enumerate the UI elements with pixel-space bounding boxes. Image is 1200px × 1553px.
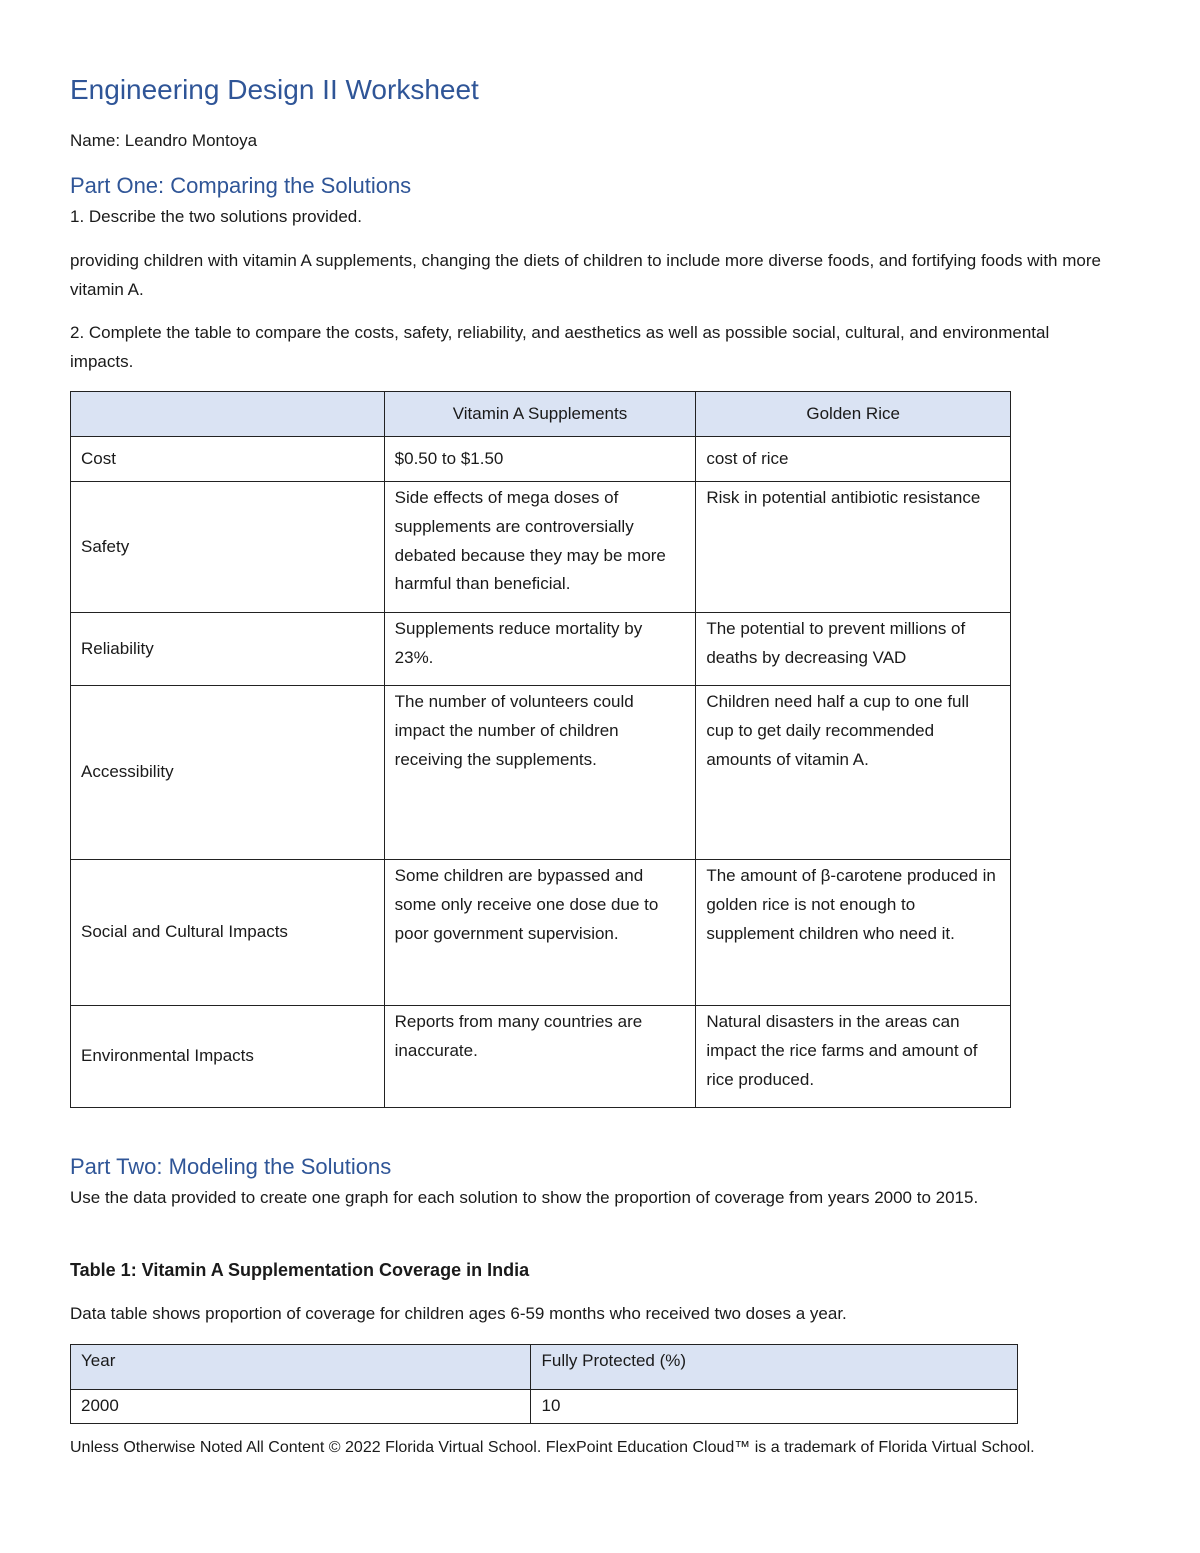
row-label: Social and Cultural Impacts [71, 860, 385, 1006]
table-row [71, 613, 1011, 686]
row-label: Safety [71, 482, 385, 613]
question-2: 2. Complete the table to compare the costs, safety, reliability, and aesthetics as well as possible social, cultural, and environmental impacts. [70, 323, 1050, 371]
row-label: Cost [71, 437, 385, 482]
table-1-title: Table 1: Vitamin A Supplementation Coverage in India [70, 1260, 530, 1280]
question-1: 1. Describe the two solutions provided. [70, 207, 362, 226]
header-cell-vitamin: Vitamin A Supplements [384, 392, 696, 437]
page-title: Engineering Design II Worksheet [70, 74, 479, 105]
row-label: Environmental Impacts [71, 1006, 385, 1108]
vitamin-cell: Side effects of mega doses of supplements are controversially debated because they may be more harmful than beneficial. [384, 482, 696, 613]
table-row [71, 1006, 1011, 1108]
table-header-row [71, 392, 1011, 437]
header-cell-blank [71, 392, 385, 437]
table-row [71, 1390, 1018, 1424]
protected-cell: 10 [531, 1390, 1018, 1424]
student-name: Name: Leandro Montoya [70, 131, 258, 150]
answer-1: providing children with vitamin A supplements, changing the diets of children to include more diverse foods, and fortifying foods with more vitamin A. [70, 251, 1101, 299]
row-label: Accessibility [71, 686, 385, 860]
table-row [71, 482, 1011, 613]
comparison-table [70, 391, 1011, 1108]
part-two-instructions: Use the data provided to create one graph for each solution to show the proportion of coverage from years 2000 to 2015. [70, 1188, 979, 1207]
vitamin-cell: The number of volunteers could impact the number of children receiving the supplements. [384, 686, 696, 860]
rice-cell: Natural disasters in the areas can impact the rice farms and amount of rice produced. [696, 1006, 1011, 1108]
rice-cell: Risk in potential antibiotic resistance [696, 482, 1011, 613]
vitamin-cell: Some children are bypassed and some only receive one dose due to poor government supervision. [384, 860, 696, 1006]
rice-cell: cost of rice [696, 437, 1011, 482]
vitamin-cell: Reports from many countries are inaccurate. [384, 1006, 696, 1108]
vitamin-cell: $0.50 to $1.50 [384, 437, 696, 482]
footer-copyright: Unless Otherwise Noted All Content © 2022 Florida Virtual School. FlexPoint Education Cloud™ is a trademark of Florida Virtual School. [70, 1439, 1035, 1456]
table-row [71, 437, 1011, 482]
coverage-table [70, 1344, 1018, 1424]
part-one-heading: Part One: Comparing the Solutions [70, 173, 412, 198]
rice-cell: The potential to prevent millions of deaths by decreasing VAD [696, 613, 1011, 686]
table-row [71, 686, 1011, 860]
vitamin-cell: Supplements reduce mortality by 23%. [384, 613, 696, 686]
table-row [71, 860, 1011, 1006]
rice-cell: The amount of β-carotene produced in golden rice is not enough to supplement children who need it. [696, 860, 1011, 1006]
header-cell-year: Year [71, 1345, 531, 1390]
table-header-row [71, 1345, 1018, 1390]
part-two-heading: Part Two: Modeling the Solutions [70, 1154, 392, 1179]
rice-cell: Children need half a cup to one full cup to get daily recommended amounts of vitamin A. [696, 686, 1011, 860]
table-1-description: Data table shows proportion of coverage for children ages 6-59 months who received two doses a year. [70, 1304, 847, 1323]
row-label: Reliability [71, 613, 385, 686]
header-cell-rice: Golden Rice [696, 392, 1011, 437]
header-cell-protected: Fully Protected (%) [531, 1345, 1018, 1390]
year-cell: 2000 [71, 1390, 531, 1424]
